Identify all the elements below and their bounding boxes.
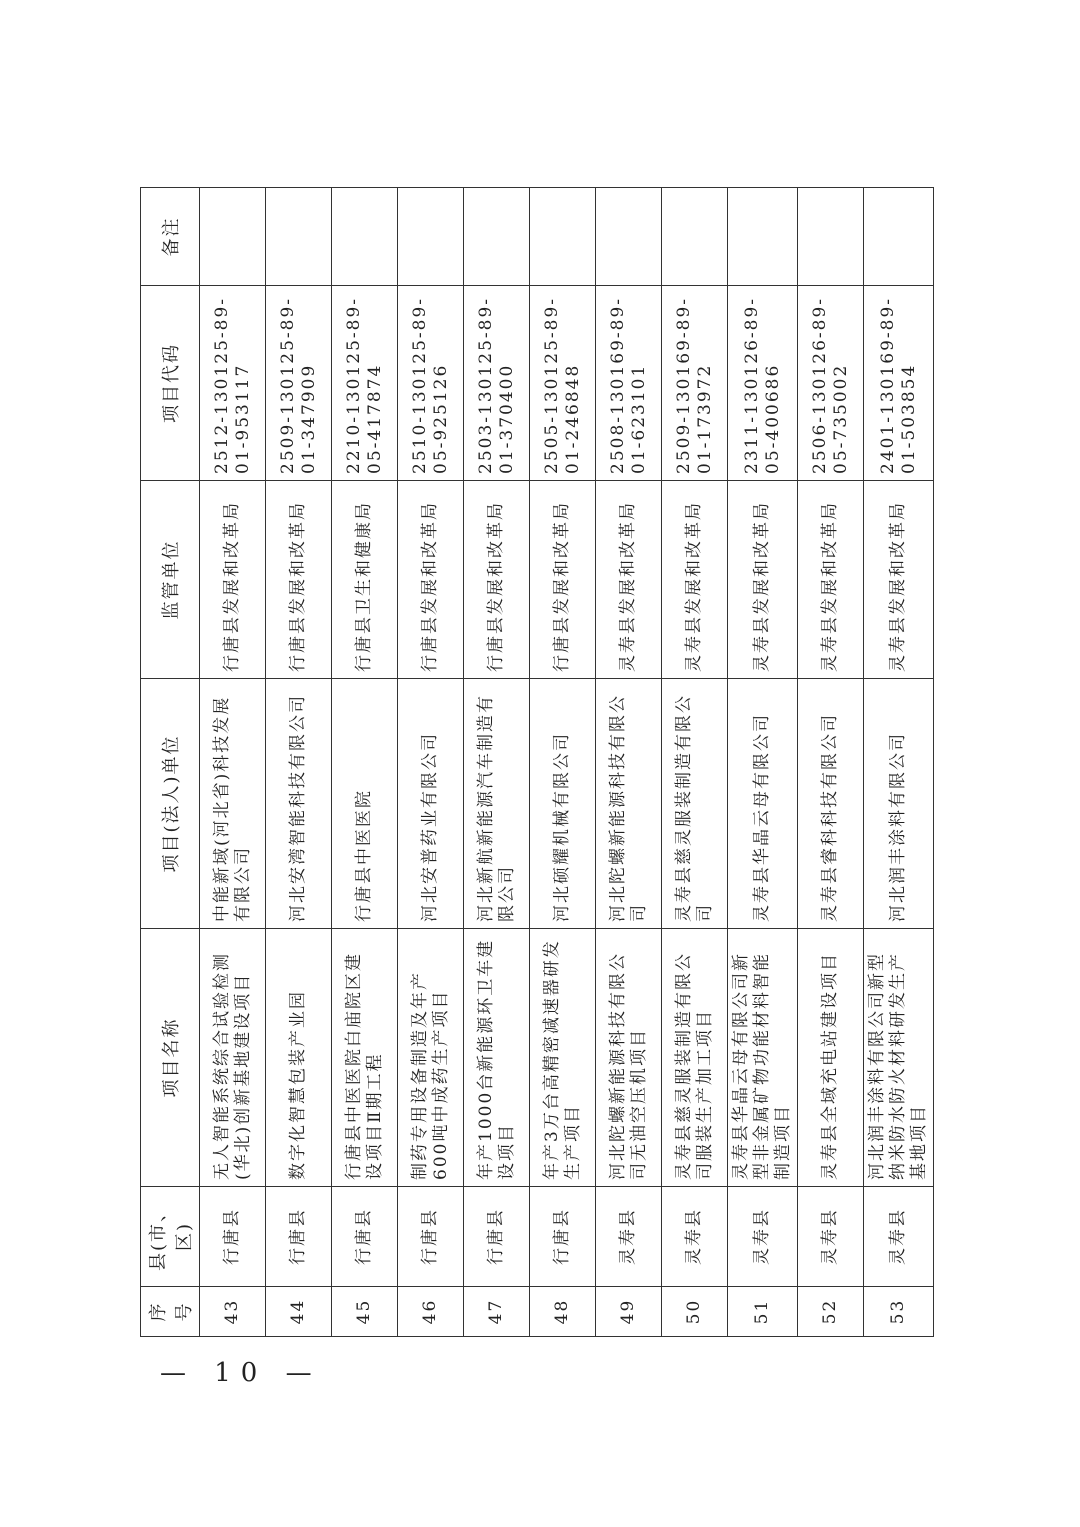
cell-project-unit: 灵寿县睿科科技有限公司 xyxy=(798,679,864,929)
cell-supervisor: 行唐县发展和改革局 xyxy=(266,481,332,679)
cell-project-code: 2510-130125-89-05-925126 xyxy=(398,286,464,481)
cell-project-code: 2210-130125-89-05-417874 xyxy=(332,286,398,481)
cell-remark xyxy=(530,188,596,286)
header-seq: 序号 xyxy=(141,1287,200,1337)
table-row xyxy=(266,188,332,1337)
header-project-name: 项目名称 xyxy=(141,929,200,1187)
cell-project-name: 河北润丰涂料有限公司新型纳米防水防火材料研发生产基地项目 xyxy=(864,929,934,1187)
cell-project-code: 2505-130125-89-01-246848 xyxy=(530,286,596,481)
cell-project-name: 年产1000台新能源环卫车建设项目 xyxy=(464,929,530,1187)
cell-county: 行唐县 xyxy=(530,1187,596,1287)
cell-remark xyxy=(864,188,934,286)
header-project-code: 项目代码 xyxy=(141,286,200,481)
cell-project-unit: 河北陀螺新能源科技有限公司 xyxy=(596,679,662,929)
cell-county: 行唐县 xyxy=(398,1187,464,1287)
cell-supervisor: 行唐县发展和改革局 xyxy=(530,481,596,679)
cell-supervisor: 行唐县发展和改革局 xyxy=(464,481,530,679)
cell-supervisor: 灵寿县发展和改革局 xyxy=(864,481,934,679)
table-row xyxy=(798,188,864,1337)
cell-seq: 51 xyxy=(728,1287,798,1337)
table-row xyxy=(864,188,934,1337)
table-row xyxy=(530,188,596,1337)
cell-project-name: 数字化智慧包装产业园 xyxy=(266,929,332,1187)
cell-project-code: 2509-130125-89-01-347909 xyxy=(266,286,332,481)
cell-remark xyxy=(798,188,864,286)
cell-project-unit: 行唐县中医医院 xyxy=(332,679,398,929)
page-number: — 10 — xyxy=(160,1358,322,1388)
cell-seq: 43 xyxy=(200,1287,266,1337)
table-row xyxy=(332,188,398,1337)
header-county: 县(市、区) xyxy=(141,1187,200,1287)
cell-project-code: 2509-130169-89-01-173972 xyxy=(662,286,728,481)
cell-project-code: 2311-130126-89-05-400686 xyxy=(728,286,798,481)
cell-remark xyxy=(662,188,728,286)
cell-project-name: 灵寿县全域充电站建设项目 xyxy=(798,929,864,1187)
cell-project-code: 2503-130125-89-01-370400 xyxy=(464,286,530,481)
cell-project-name: 无人智能系统综合试验检测(华北)创新基地建设项目 xyxy=(200,929,266,1187)
cell-seq: 47 xyxy=(464,1287,530,1337)
cell-remark xyxy=(398,188,464,286)
cell-project-unit: 灵寿县华晶云母有限公司 xyxy=(728,679,798,929)
cell-supervisor: 灵寿县发展和改革局 xyxy=(798,481,864,679)
table-row xyxy=(728,188,798,1337)
cell-county: 灵寿县 xyxy=(798,1187,864,1287)
cell-project-name: 灵寿县华晶云母有限公司新型非金属矿物功能材料智能制造项目 xyxy=(728,929,798,1187)
cell-project-code: 2508-130169-89-01-623101 xyxy=(596,286,662,481)
cell-county: 灵寿县 xyxy=(864,1187,934,1287)
cell-remark xyxy=(596,188,662,286)
cell-project-unit: 河北安普药业有限公司 xyxy=(398,679,464,929)
cell-seq: 45 xyxy=(332,1287,398,1337)
header-remark: 备注 xyxy=(141,188,200,286)
cell-remark xyxy=(332,188,398,286)
project-table xyxy=(140,187,934,1337)
project-table-container xyxy=(140,188,927,1337)
cell-project-unit: 中能新域(河北省)科技发展有限公司 xyxy=(200,679,266,929)
cell-project-code: 2512-130125-89-01-953117 xyxy=(200,286,266,481)
cell-project-name: 制药专用设备制造及年产600吨中成药生产项目 xyxy=(398,929,464,1187)
cell-supervisor: 灵寿县发展和改革局 xyxy=(596,481,662,679)
cell-supervisor: 行唐县发展和改革局 xyxy=(200,481,266,679)
cell-county: 灵寿县 xyxy=(728,1187,798,1287)
cell-county: 灵寿县 xyxy=(662,1187,728,1287)
table-header-row xyxy=(141,188,200,1337)
cell-remark xyxy=(200,188,266,286)
cell-county: 行唐县 xyxy=(200,1187,266,1287)
cell-seq: 49 xyxy=(596,1287,662,1337)
cell-project-code: 2401-130169-89-01-503854 xyxy=(864,286,934,481)
header-supervisor: 监管单位 xyxy=(141,481,200,679)
header-project-unit: 项目(法人)单位 xyxy=(141,679,200,929)
cell-seq: 44 xyxy=(266,1287,332,1337)
cell-county: 行唐县 xyxy=(332,1187,398,1287)
table-row xyxy=(662,188,728,1337)
table-row xyxy=(398,188,464,1337)
cell-supervisor: 灵寿县发展和改革局 xyxy=(728,481,798,679)
cell-project-unit: 河北安湾智能科技有限公司 xyxy=(266,679,332,929)
cell-remark xyxy=(266,188,332,286)
cell-county: 行唐县 xyxy=(266,1187,332,1287)
cell-seq: 46 xyxy=(398,1287,464,1337)
cell-project-name: 灵寿县慈灵服装制造有限公司服装生产加工项目 xyxy=(662,929,728,1187)
table-row xyxy=(464,188,530,1337)
cell-project-code: 2506-130126-89-05-735002 xyxy=(798,286,864,481)
cell-seq: 50 xyxy=(662,1287,728,1337)
cell-project-name: 行唐县中医医院白庙院区建设项目Ⅱ期工程 xyxy=(332,929,398,1187)
cell-remark xyxy=(464,188,530,286)
cell-project-unit: 灵寿县慈灵服装制造有限公司 xyxy=(662,679,728,929)
cell-project-unit: 河北新航新能源汽车制造有限公司 xyxy=(464,679,530,929)
cell-county: 行唐县 xyxy=(464,1187,530,1287)
cell-seq: 53 xyxy=(864,1287,934,1337)
cell-project-unit: 河北润丰涂料有限公司 xyxy=(864,679,934,929)
cell-seq: 52 xyxy=(798,1287,864,1337)
cell-supervisor: 行唐县卫生和健康局 xyxy=(332,481,398,679)
cell-project-name: 河北陀螺新能源科技有限公司无油空压机项目 xyxy=(596,929,662,1187)
cell-project-unit: 河北硕耀机械有限公司 xyxy=(530,679,596,929)
cell-supervisor: 灵寿县发展和改革局 xyxy=(662,481,728,679)
cell-project-name: 年产3万台高精密减速器研发生产项目 xyxy=(530,929,596,1187)
cell-county: 灵寿县 xyxy=(596,1187,662,1287)
table-row xyxy=(596,188,662,1337)
cell-supervisor: 行唐县发展和改革局 xyxy=(398,481,464,679)
cell-seq: 48 xyxy=(530,1287,596,1337)
cell-remark xyxy=(728,188,798,286)
table-row xyxy=(200,188,266,1337)
